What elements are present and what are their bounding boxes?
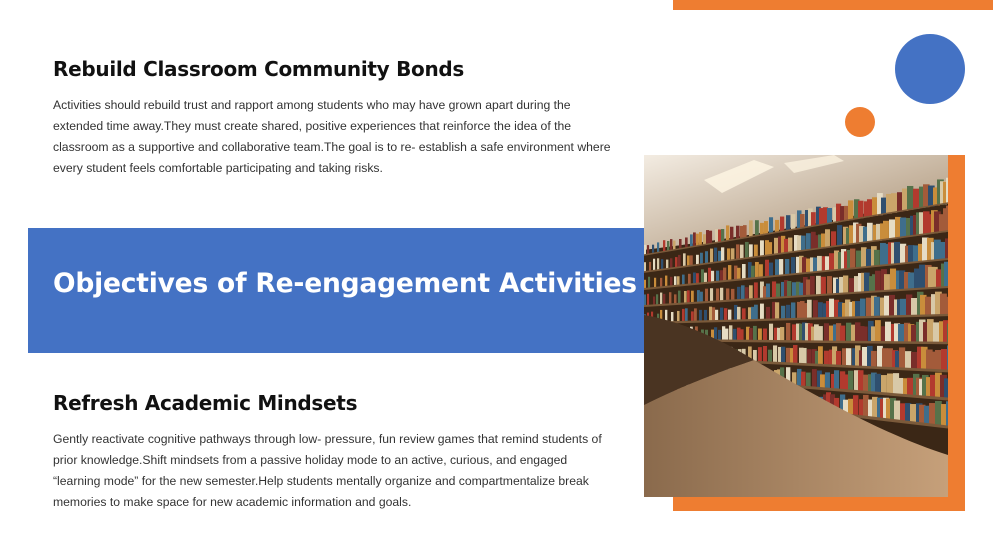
section-community-bonds xyxy=(53,57,613,179)
top-accent-bar xyxy=(673,0,993,10)
slide-title: Objectives of Re-engagement Activities xyxy=(53,268,637,299)
section-body: Activities should rebuild trust and rapport among students who may have grown apart during the extended time away.They must create shared, positive experiences that reinforce the idea of the classroom as a supportive and collaborative team.The goal is to re- establish a safe environment where every student feels comfortable participating and taking risks. xyxy=(53,98,611,175)
section-body: Gently reactivate cognitive pathways through low- pressure, fun review games that remind students of prior knowledge.Shift mindsets from a passive holiday mode to an active, curious, and engaged “learning mode” for the new semester.Help students mentally organize and compartmentalize break memories to make space for new academic information and goals. xyxy=(53,432,602,509)
section-heading: Refresh Academic Mindsets xyxy=(53,391,358,415)
decorative-orange-circle xyxy=(845,107,875,137)
library-bookshelves-illustration xyxy=(644,155,948,497)
section-heading: Rebuild Classroom Community Bonds xyxy=(53,57,465,81)
decorative-blue-circle xyxy=(895,34,965,104)
title-banner xyxy=(28,228,644,353)
section-academic-mindsets xyxy=(53,391,613,513)
library-photo xyxy=(644,155,948,497)
